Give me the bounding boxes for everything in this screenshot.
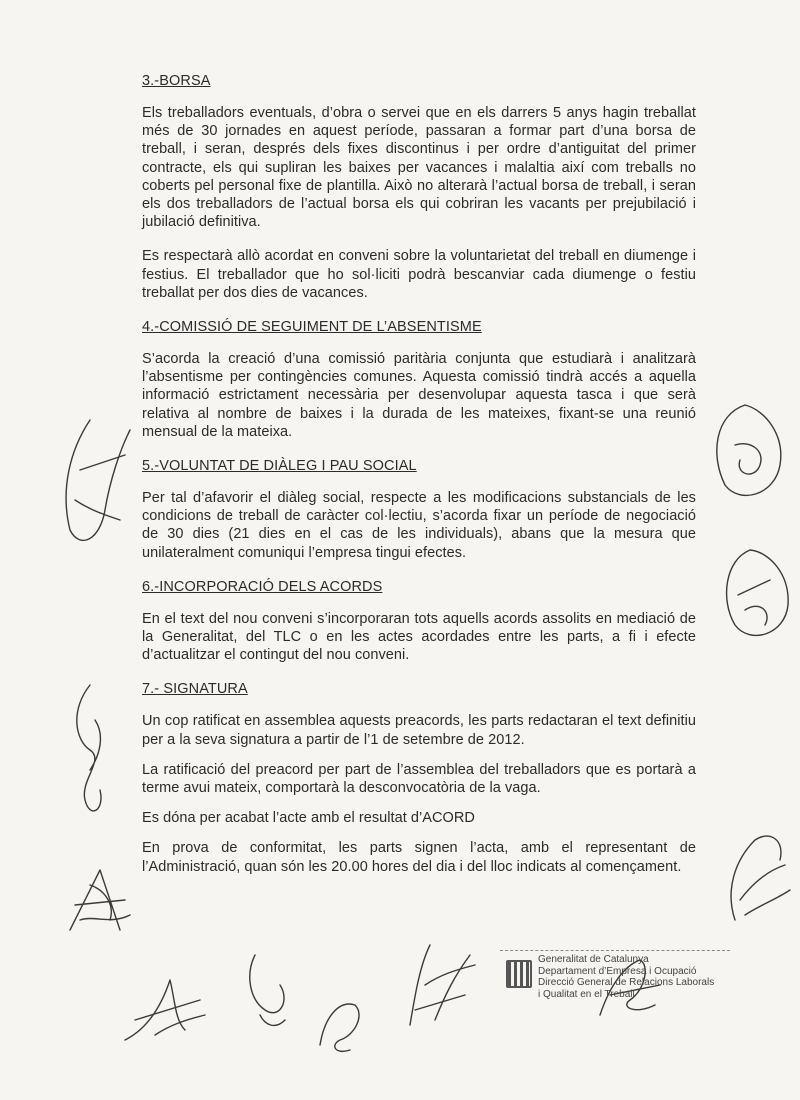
section-borsa bbox=[142, 72, 696, 302]
section-incorporacio bbox=[142, 578, 696, 665]
stamp-line: Departament d’Empresa i Ocupació bbox=[538, 965, 697, 977]
signature-right-1 bbox=[705, 395, 790, 515]
signature-bottom-1 bbox=[115, 960, 215, 1050]
paragraph: Es respectarà allò acordat en conveni sobre la voluntarietat del treball en diumenge i festius. El treballador que ho sol·liciti podrà bescanviar cada diumenge o festiu treballat per dos dies de vacances. bbox=[142, 248, 696, 301]
paragraph: Un cop ratificat en assemblea aquests preacords, les parts redactaran el text definitiu per a la seva signatura a partir de l’1 de setembre de 2012. bbox=[142, 713, 696, 748]
section-heading: 3.-BORSA bbox=[142, 73, 211, 89]
signature-left-1 bbox=[50, 410, 140, 560]
paragraph: En el text del nou conveni s’incorporaran tots aquells acords assolits en mediació de la Generalitat, del TLC o en les actes acordades entre les parts, a fi i efecte d’actualitzar el contingut del nou conveni. bbox=[142, 610, 696, 664]
paragraph: Es dóna per acabat l’acte amb el resultat d’ACORD bbox=[142, 810, 475, 827]
paragraph: La ratificació del preacord per part de l’assemblea del treballadors que es portarà a terme avui mateix, comportarà la desconvocatòria de la vaga. bbox=[142, 761, 696, 797]
generalitat-logo-icon bbox=[506, 960, 532, 988]
stamp-line: Generalitat de Catalunya bbox=[538, 954, 649, 965]
section-heading: 4.-COMISSIÓ DE SEGUIMENT DE L’ABSENTISME bbox=[142, 319, 482, 336]
section-signatura bbox=[142, 680, 696, 875]
stamp-text bbox=[538, 954, 714, 1000]
signature-bottom-2 bbox=[240, 945, 300, 1035]
paragraph: En prova de conformitat, les parts signen l’acta, amb el representant de l’Administració, quan són les 20.00 hores del dia i del lloc indicats al començament. bbox=[142, 840, 696, 875]
paragraph: S’acorda la creació d’una comissió paritària conjunta que estudiarà i analitzarà l’absentisme per contingències comunes. Aquesta comissió tindrà accés a aquella informació estrictament necessària per desenvolupar aquesta tasca i que serà relativa al nombre de baixes i la durada de les mateixes, fixant-se una reunió mensual de la mateixa. bbox=[142, 351, 696, 440]
section-absentisme bbox=[142, 318, 696, 441]
signature-left-3 bbox=[60, 860, 140, 940]
signature-bottom-4 bbox=[395, 935, 485, 1035]
section-heading: 5.-VOLUNTAT DE DIÀLEG I PAU SOCIAL bbox=[142, 458, 417, 475]
signature-bottom-3 bbox=[310, 990, 370, 1060]
signature-right-2 bbox=[710, 540, 795, 650]
official-stamp bbox=[500, 950, 730, 1026]
stamp-line: i Qualitat en el Treball bbox=[538, 988, 635, 1000]
section-heading: 7.- SIGNATURA bbox=[142, 681, 248, 698]
section-heading: 6.-INCORPORACIÓ DELS ACORDS bbox=[142, 578, 383, 595]
signature-left-2 bbox=[60, 680, 120, 830]
paragraph: Per tal d’afavorir el diàleg social, respecte a les modificacions substancials de les condicions de treball de caràcter col·lectiu, s’acorda fixar un període de negociació de 30 dies (21 dies en el cas de les individuals), abans que la mesura que unilateralment comuniqui l’empresa tingui efectes. bbox=[142, 490, 696, 561]
section-dialeg bbox=[142, 457, 696, 562]
document-body bbox=[142, 72, 696, 888]
paragraph: Els treballadors eventuals, d’obra o servei que en els darrers 5 anys hagin treballat més de 30 jornades en aquest període, passaran a formar part d’una borsa de treball, i seran, després dels fixes discontinus i per ordre d’antiguitat del primer contracte, els qui supliran les baixes per vacances i malaltia així com treballs no coberts pel personal fixe de plantilla. Això no alterarà l’actual borsa de treball, i seran els dos treballadors de l’actual borsa els qui cobriran les vacants per prejubilació i jubilació definitiva. bbox=[142, 105, 696, 231]
stamp-border bbox=[500, 950, 730, 951]
signature-right-3 bbox=[715, 820, 795, 930]
stamp-line: Direcció General de Relacions Laborals bbox=[538, 977, 715, 988]
